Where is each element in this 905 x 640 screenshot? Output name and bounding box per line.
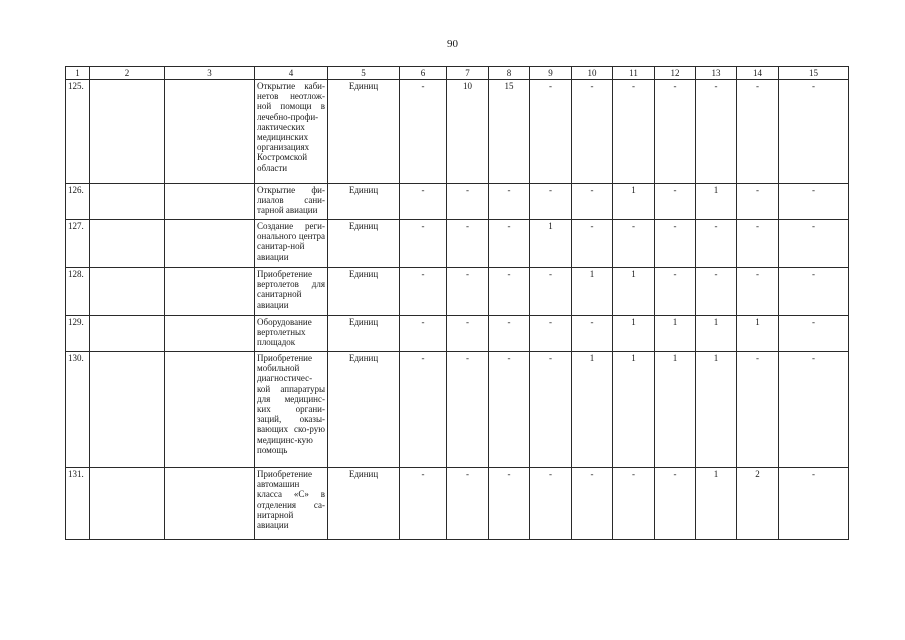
measure-name-cell: Открытие каби-нетов неотлож-ной помощи в лечебно-профи-лактических медицинских организациях Костромской области <box>255 80 328 184</box>
value-cell-col-11: 1 <box>613 352 655 468</box>
column-header-12: 12 <box>655 67 696 80</box>
row-number-cell: 128. <box>66 268 90 316</box>
column-3-cell <box>165 468 255 540</box>
value-cell-col-14: - <box>737 352 779 468</box>
value-cell-col-11: 1 <box>613 316 655 352</box>
value-cell-col-6: - <box>400 268 447 316</box>
unit-cell: Единиц <box>328 80 400 184</box>
value-cell-col-7: - <box>447 268 489 316</box>
value-cell-col-10: - <box>572 80 613 184</box>
value-cell-col-11: - <box>613 220 655 268</box>
value-cell-col-6: - <box>400 220 447 268</box>
value-cell-col-6: - <box>400 316 447 352</box>
column-2-cell <box>90 316 165 352</box>
value-cell-col-15: - <box>779 80 849 184</box>
row-number-cell: 131. <box>66 468 90 540</box>
table-header <box>66 67 849 80</box>
value-cell-col-12: 1 <box>655 352 696 468</box>
value-cell-col-7: - <box>447 220 489 268</box>
value-cell-col-10: - <box>572 316 613 352</box>
value-cell-col-9: - <box>530 468 572 540</box>
column-3-cell <box>165 184 255 220</box>
value-cell-col-12: - <box>655 468 696 540</box>
column-2-cell <box>90 352 165 468</box>
column-2-cell <box>90 184 165 220</box>
value-cell-col-14: - <box>737 268 779 316</box>
value-cell-col-12: - <box>655 268 696 316</box>
measure-name-cell: Открытие фи-лиалов сани-тарной авиации <box>255 184 328 220</box>
value-cell-col-9: - <box>530 268 572 316</box>
measure-name-cell: Оборудование вертолетных площадок <box>255 316 328 352</box>
table-row <box>66 316 849 352</box>
column-3-cell <box>165 316 255 352</box>
column-header-13: 13 <box>696 67 737 80</box>
table-row <box>66 220 849 268</box>
value-cell-col-11: - <box>613 80 655 184</box>
value-cell-col-15: - <box>779 468 849 540</box>
value-cell-col-15: - <box>779 220 849 268</box>
value-cell-col-13: - <box>696 268 737 316</box>
table-row <box>66 80 849 184</box>
column-header-15: 15 <box>779 67 849 80</box>
value-cell-col-10: 1 <box>572 352 613 468</box>
data-table <box>65 66 849 540</box>
column-3-cell <box>165 352 255 468</box>
value-cell-col-10: - <box>572 220 613 268</box>
row-number-cell: 127. <box>66 220 90 268</box>
value-cell-col-13: 1 <box>696 468 737 540</box>
column-header-4: 4 <box>255 67 328 80</box>
value-cell-col-6: - <box>400 468 447 540</box>
value-cell-col-6: - <box>400 352 447 468</box>
value-cell-col-12: - <box>655 80 696 184</box>
unit-cell: Единиц <box>328 468 400 540</box>
column-2-cell <box>90 268 165 316</box>
value-cell-col-15: - <box>779 268 849 316</box>
value-cell-col-13: 1 <box>696 316 737 352</box>
unit-cell: Единиц <box>328 316 400 352</box>
value-cell-col-6: - <box>400 80 447 184</box>
row-number-cell: 129. <box>66 316 90 352</box>
column-header-10: 10 <box>572 67 613 80</box>
value-cell-col-11: - <box>613 468 655 540</box>
unit-cell: Единиц <box>328 352 400 468</box>
value-cell-col-14: - <box>737 80 779 184</box>
table-body <box>66 80 849 540</box>
value-cell-col-7: - <box>447 352 489 468</box>
value-cell-col-8: - <box>489 184 530 220</box>
header-row <box>66 67 849 80</box>
value-cell-col-12: - <box>655 220 696 268</box>
value-cell-col-8: - <box>489 468 530 540</box>
value-cell-col-8: - <box>489 316 530 352</box>
row-number-cell: 126. <box>66 184 90 220</box>
value-cell-col-13: - <box>696 220 737 268</box>
value-cell-col-8: - <box>489 352 530 468</box>
value-cell-col-9: - <box>530 316 572 352</box>
value-cell-col-6: - <box>400 184 447 220</box>
value-cell-col-8: - <box>489 220 530 268</box>
value-cell-col-15: - <box>779 316 849 352</box>
column-2-cell <box>90 468 165 540</box>
column-header-8: 8 <box>489 67 530 80</box>
value-cell-col-7: - <box>447 316 489 352</box>
column-header-9: 9 <box>530 67 572 80</box>
value-cell-col-13: 1 <box>696 184 737 220</box>
value-cell-col-13: - <box>696 80 737 184</box>
value-cell-col-13: 1 <box>696 352 737 468</box>
value-cell-col-7: - <box>447 468 489 540</box>
value-cell-col-10: 1 <box>572 268 613 316</box>
value-cell-col-11: 1 <box>613 268 655 316</box>
column-header-1: 1 <box>66 67 90 80</box>
value-cell-col-10: - <box>572 468 613 540</box>
measure-name-cell: Приобретение автомашин класса «С» в отделения са-нитарной авиации <box>255 468 328 540</box>
column-2-cell <box>90 220 165 268</box>
column-header-7: 7 <box>447 67 489 80</box>
value-cell-col-8: - <box>489 268 530 316</box>
value-cell-col-9: - <box>530 80 572 184</box>
value-cell-col-12: - <box>655 184 696 220</box>
table-row <box>66 352 849 468</box>
column-2-cell <box>90 80 165 184</box>
value-cell-col-8: 15 <box>489 80 530 184</box>
table-row <box>66 268 849 316</box>
value-cell-col-15: - <box>779 352 849 468</box>
unit-cell: Единиц <box>328 184 400 220</box>
column-3-cell <box>165 80 255 184</box>
measure-name-cell: Создание реги-онального центра санитар-ной авиации <box>255 220 328 268</box>
value-cell-col-9: 1 <box>530 220 572 268</box>
column-3-cell <box>165 220 255 268</box>
value-cell-col-14: - <box>737 184 779 220</box>
row-number-cell: 130. <box>66 352 90 468</box>
unit-cell: Единиц <box>328 268 400 316</box>
table-row <box>66 184 849 220</box>
value-cell-col-14: - <box>737 220 779 268</box>
column-header-6: 6 <box>400 67 447 80</box>
column-header-5: 5 <box>328 67 400 80</box>
row-number-cell: 125. <box>66 80 90 184</box>
column-header-14: 14 <box>737 67 779 80</box>
column-header-3: 3 <box>165 67 255 80</box>
value-cell-col-12: 1 <box>655 316 696 352</box>
value-cell-col-9: - <box>530 352 572 468</box>
column-header-11: 11 <box>613 67 655 80</box>
column-3-cell <box>165 268 255 316</box>
value-cell-col-11: 1 <box>613 184 655 220</box>
unit-cell: Единиц <box>328 220 400 268</box>
value-cell-col-7: 10 <box>447 80 489 184</box>
value-cell-col-10: - <box>572 184 613 220</box>
column-header-2: 2 <box>90 67 165 80</box>
page-number: 90 <box>447 38 458 50</box>
value-cell-col-9: - <box>530 184 572 220</box>
measure-name-cell: Приобретение вертолетов для санитарной авиации <box>255 268 328 316</box>
value-cell-col-7: - <box>447 184 489 220</box>
measure-name-cell: Приобретение мобильной диагностичес-кой аппаратуры для медицинс-ких органи-заций, оказы-вающих ско-рую медицинс-кую помощь <box>255 352 328 468</box>
value-cell-col-14: 1 <box>737 316 779 352</box>
value-cell-col-14: 2 <box>737 468 779 540</box>
table-row <box>66 468 849 540</box>
value-cell-col-15: - <box>779 184 849 220</box>
